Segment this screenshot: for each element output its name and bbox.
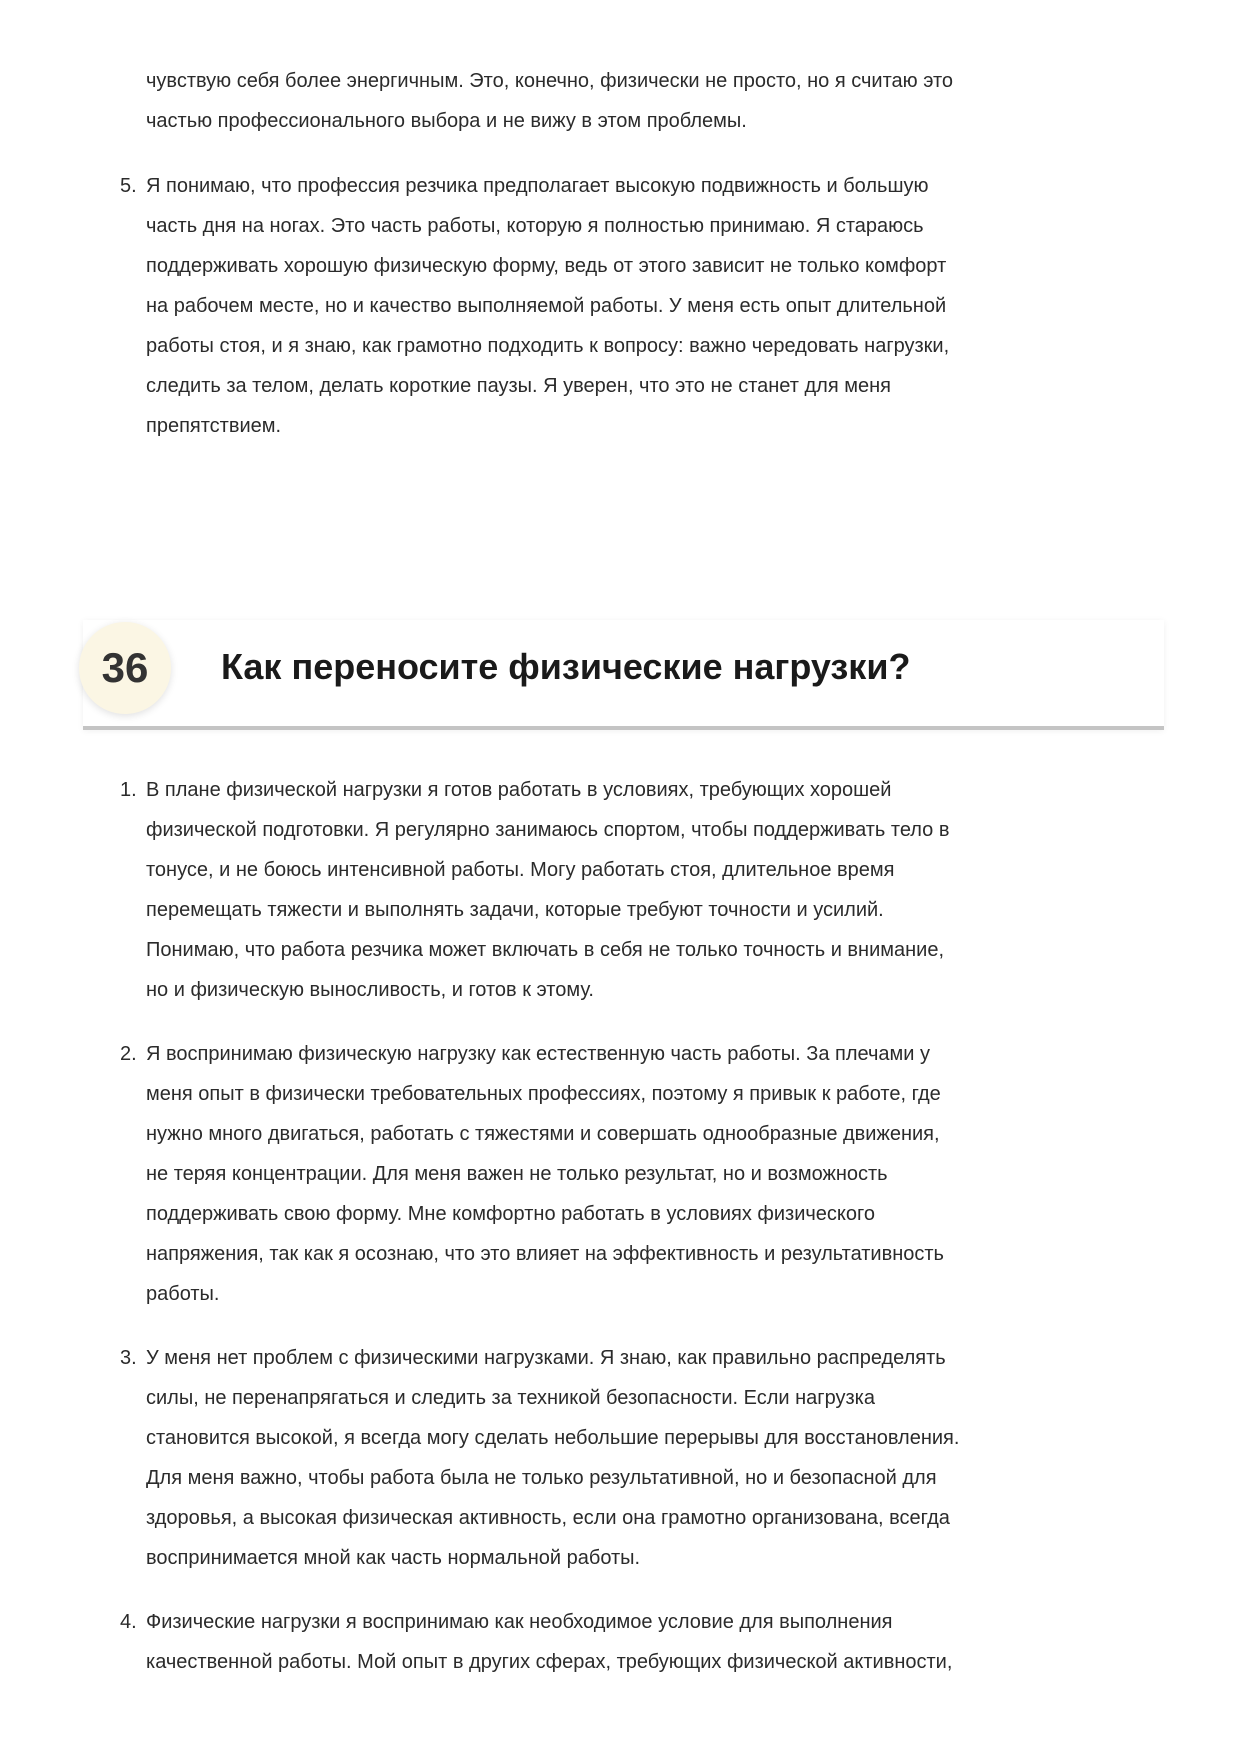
list-item-number: 2. [120,1043,137,1065]
text-line: напряжения, так как я осознаю, что это влияет на эффективность и результативность [146,1243,944,1265]
text-line: силы, не перенапрягаться и следить за техникой безопасности. Если нагрузка [146,1387,875,1409]
list-item-number: 5. [120,175,137,197]
text-line: перемещать тяжести и выполнять задачи, которые требуют точности и усилий. [146,899,884,921]
previous-answers-list [120,166,1180,470]
text-line: не теряя концентрации. Для меня важен не только результат, но и возможность [146,1163,888,1185]
text-line: физической подготовки. Я регулярно занимаюсь спортом, чтобы поддерживать тело в [146,819,950,841]
text-line: работы. [146,1283,220,1305]
text-line: Для меня важно, чтобы работа была не только результативной, но и безопасной для [146,1467,937,1489]
text-line: тонусе, и не боюсь интенсивной работы. Могу работать стоя, длительное время [146,859,895,881]
text-line: нужно много двигаться, работать с тяжестями и совершать однообразные движения, [146,1123,940,1145]
text-line: здоровья, а высокая физическая активность, если она грамотно организована, всегда [146,1507,950,1529]
text-line: В плане физической нагрузки я готов работать в условиях, требующих хорошей [146,779,892,801]
text-line: Я понимаю, что профессия резчика предполагает высокую подвижность и большую [146,175,929,197]
list-item [120,770,1180,1010]
question-title: Как переносите физические нагрузки? [221,646,911,687]
text-line: но и физическую выносливость, и готов к этому. [146,979,594,1001]
list-item [120,1602,1180,1682]
text-line: Я воспринимаю физическую нагрузку как естественную часть работы. За плечами у [146,1043,930,1065]
list-item-number: 4. [120,1611,137,1633]
list-item-number: 1. [120,779,137,801]
list-item-number: 3. [120,1347,137,1369]
question-number-badge: 36 [79,622,171,714]
text-line: следить за телом, делать короткие паузы. Я уверен, что это не станет для меня [146,375,891,397]
text-line: работы стоя, и я знаю, как грамотно подходить к вопросу: важно чередовать нагрузки, [146,335,950,357]
list-item [120,166,1180,446]
answers-list [120,770,1180,1706]
text-line: часть дня на ногах. Это часть работы, которую я полностью принимаю. Я стараюсь [146,215,924,237]
text-line: воспринимается мной как часть нормальной работы. [146,1547,641,1569]
text-line: препятствием. [146,415,282,437]
text-line: поддерживать свою форму. Мне комфортно работать в условиях физического [146,1203,876,1225]
text-line: Физические нагрузки я воспринимаю как необходимое условие для выполнения [146,1611,893,1633]
list-item [120,1034,1180,1314]
text-line: становится высокой, я всегда могу сделать небольшие перерывы для восстановления. [146,1427,960,1449]
text-line: поддерживать хорошую физическую форму, ведь от этого зависит не только комфорт [146,255,947,277]
text-line: качественной работы. Мой опыт в других сферах, требующих физической активности, [146,1651,953,1673]
question-header [83,620,1164,730]
text-line: частью профессионального выбора и не вижу в этом проблемы. [146,110,747,132]
text-line: Понимаю, что работа резчика может включать в себя не только точность и внимание, [146,939,945,961]
text-line: на рабочем месте, но и качество выполняемой работы. У меня есть опыт длительной [146,295,947,317]
text-line: У меня нет проблем с физическими нагрузками. Я знаю, как правильно распределять [146,1347,946,1369]
list-item [120,1338,1180,1578]
previous-answer-fragment [120,61,1206,141]
text-line: меня опыт в физически требовательных профессиях, поэтому я привык к работе, где [146,1083,941,1105]
text-line: чувствую себя более энергичным. Это, конечно, физически не просто, но я считаю это [146,70,954,92]
